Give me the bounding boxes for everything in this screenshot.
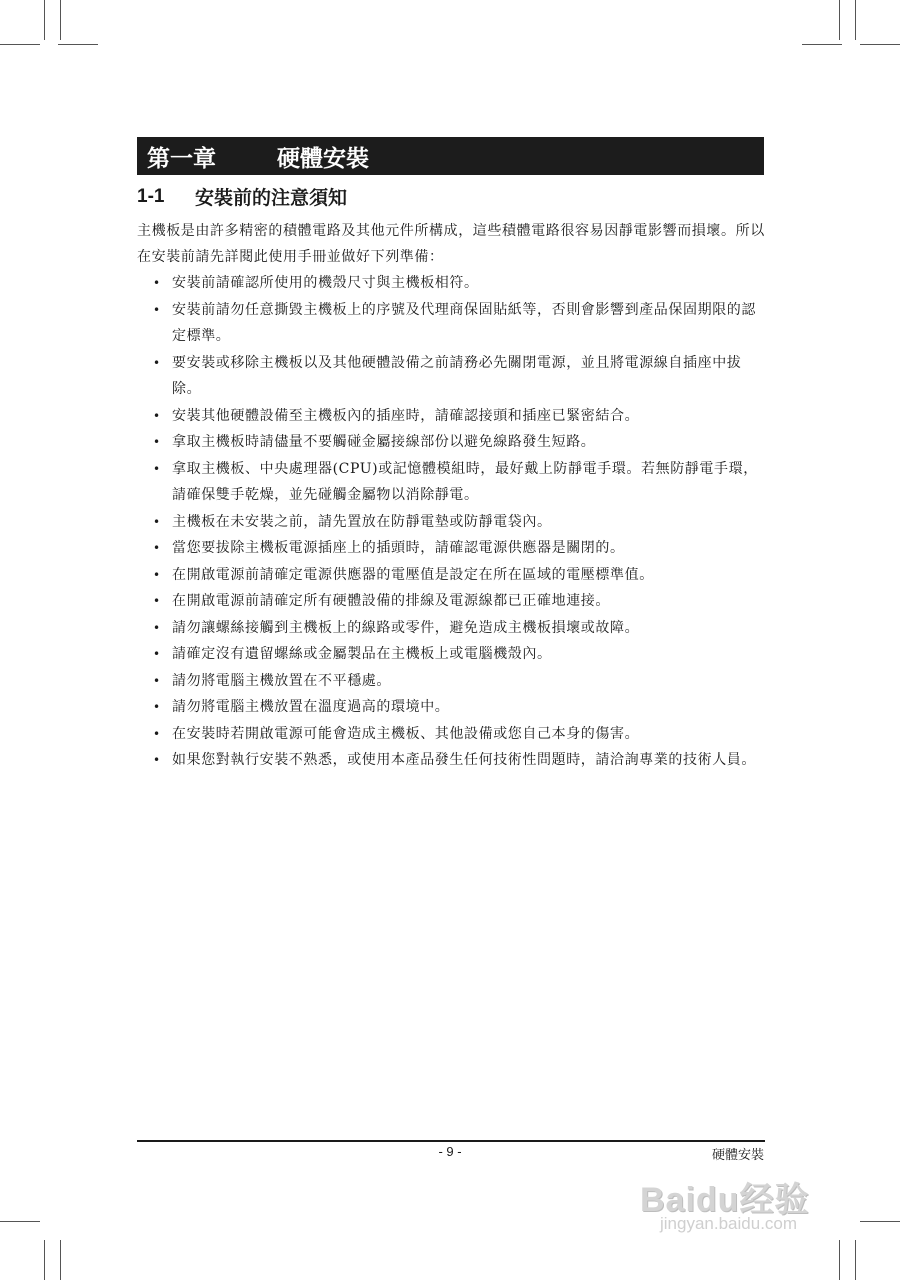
section-number: 1-1 <box>137 185 165 207</box>
crop-mark <box>860 1221 900 1222</box>
intro-paragraph: 主機板是由許多精密的積體電路及其他元件所構成，這些積體電路很容易因靜電影響而損壞。所以在安裝前請先詳閱此使用手冊並做好下列準備： <box>137 223 765 265</box>
bullet-icon: • <box>153 726 161 741</box>
bullet-icon: • <box>153 541 161 555</box>
section-heading <box>137 183 347 210</box>
chapter-title: 硬體安裝 <box>277 144 369 172</box>
list-item <box>137 694 765 721</box>
crop-mark <box>60 0 61 40</box>
list-item <box>137 429 765 456</box>
crop-mark <box>44 0 45 40</box>
list-item-text: 請確定沒有遺留螺絲或金屬製品在主機板上或電腦機殼內。 <box>172 646 552 662</box>
bullet-icon: • <box>153 567 161 582</box>
list-item <box>137 297 765 350</box>
list-item <box>137 747 765 774</box>
list-item-text: 請勿將電腦主機放置在溫度過高的環境中。 <box>172 699 450 715</box>
page-number: - 9 - <box>438 1144 462 1159</box>
list-item-text: 安裝其他硬體設備至主機板內的插座時，請確認接頭和插座已緊密結合。 <box>172 407 640 424</box>
list-item <box>137 403 765 430</box>
chapter-number: 第一章 <box>147 144 216 172</box>
list-item-text: 請勿將電腦主機放置在不平穩處。 <box>172 672 391 689</box>
watermark-url: jingyan.baidu.com <box>660 1214 798 1233</box>
bullet-icon: • <box>153 276 161 290</box>
list-item <box>137 668 765 695</box>
list-item <box>137 509 765 536</box>
bullet-icon: • <box>153 620 161 635</box>
list-item <box>137 615 765 642</box>
crop-mark <box>802 44 842 45</box>
list-item <box>137 562 765 589</box>
list-item <box>137 535 765 562</box>
crop-mark <box>855 1240 856 1280</box>
bullet-icon: • <box>153 302 161 317</box>
bullet-icon: • <box>153 461 161 476</box>
list-item-text: 要安裝或移除主機板以及其他硬體設備之前請務必先關閉電源，並且將電源線自插座中拔除。 <box>172 354 742 397</box>
list-item <box>137 350 765 403</box>
crop-mark <box>839 0 840 40</box>
crop-mark <box>860 44 900 45</box>
footer-chapter-title: 硬體安裝 <box>711 1148 764 1163</box>
footer-divider <box>137 1140 765 1142</box>
list-item-text: 當您要拔除主機板電源插座上的插頭時，請確認電源供應器是關閉的。 <box>172 540 625 556</box>
precaution-list <box>137 270 765 774</box>
bullet-icon: • <box>153 355 161 370</box>
bullet-icon: • <box>153 594 161 608</box>
bullet-icon: • <box>153 700 161 714</box>
crop-mark <box>0 44 40 45</box>
list-item-text: 拿取主機板時請儘量不要觸碰金屬接線部份以避免線路發生短路。 <box>172 434 596 450</box>
bullet-icon: • <box>153 753 161 767</box>
list-item-text: 安裝前請確認所使用的機殼尺寸與主機板相符。 <box>172 275 479 291</box>
list-item <box>137 270 765 297</box>
crop-mark <box>855 0 856 40</box>
bullet-icon: • <box>153 408 161 423</box>
section-title: 安裝前的注意須知 <box>195 187 348 209</box>
baidu-watermark <box>640 1172 850 1252</box>
list-item-text: 安裝前請勿任意撕毀主機板上的序號及代理商保固貼紙等，否則會影響到產品保固期限的認定標準。 <box>172 301 756 344</box>
crop-mark <box>60 1240 61 1280</box>
list-item-text: 主機板在未安裝之前，請先置放在防靜電墊或防靜電袋內。 <box>172 513 552 530</box>
crop-mark <box>58 44 98 45</box>
list-item-text: 拿取主機板、中央處理器(CPU)或記憶體模組時，最好戴上防靜電手環。若無防靜電手環，請確保雙手乾燥，並先碰觸金屬物以消除靜電。 <box>172 460 758 503</box>
crop-mark <box>0 1221 40 1222</box>
list-item-text: 在安裝時若開啟電源可能會造成主機板、其他設備或您自己本身的傷害。 <box>172 725 640 742</box>
list-item <box>137 721 765 748</box>
bullet-icon: • <box>153 514 161 529</box>
list-item <box>137 641 765 668</box>
bullet-icon: • <box>153 435 161 449</box>
bullet-icon: • <box>153 673 161 688</box>
watermark-logo: Baidu经验 <box>640 1181 810 1219</box>
list-item-text: 如果您對執行安裝不熟悉，或使用本產品發生任何技術性問題時，請洽詢專業的技術人員。 <box>172 752 756 768</box>
list-item-text: 在開啟電源前請確定電源供應器的電壓值是設定在所在區域的電壓標準值。 <box>172 566 654 583</box>
bullet-icon: • <box>153 647 161 661</box>
list-item-text: 請勿讓螺絲接觸到主機板上的線路或零件，避免造成主機板損壞或故障。 <box>172 619 640 636</box>
list-item <box>137 588 765 615</box>
crop-mark <box>44 1240 45 1280</box>
list-item-text: 在開啟電源前請確定所有硬體設備的排線及電源線都已正確地連接。 <box>172 593 610 609</box>
list-item <box>137 456 765 509</box>
chapter-header <box>137 137 764 175</box>
